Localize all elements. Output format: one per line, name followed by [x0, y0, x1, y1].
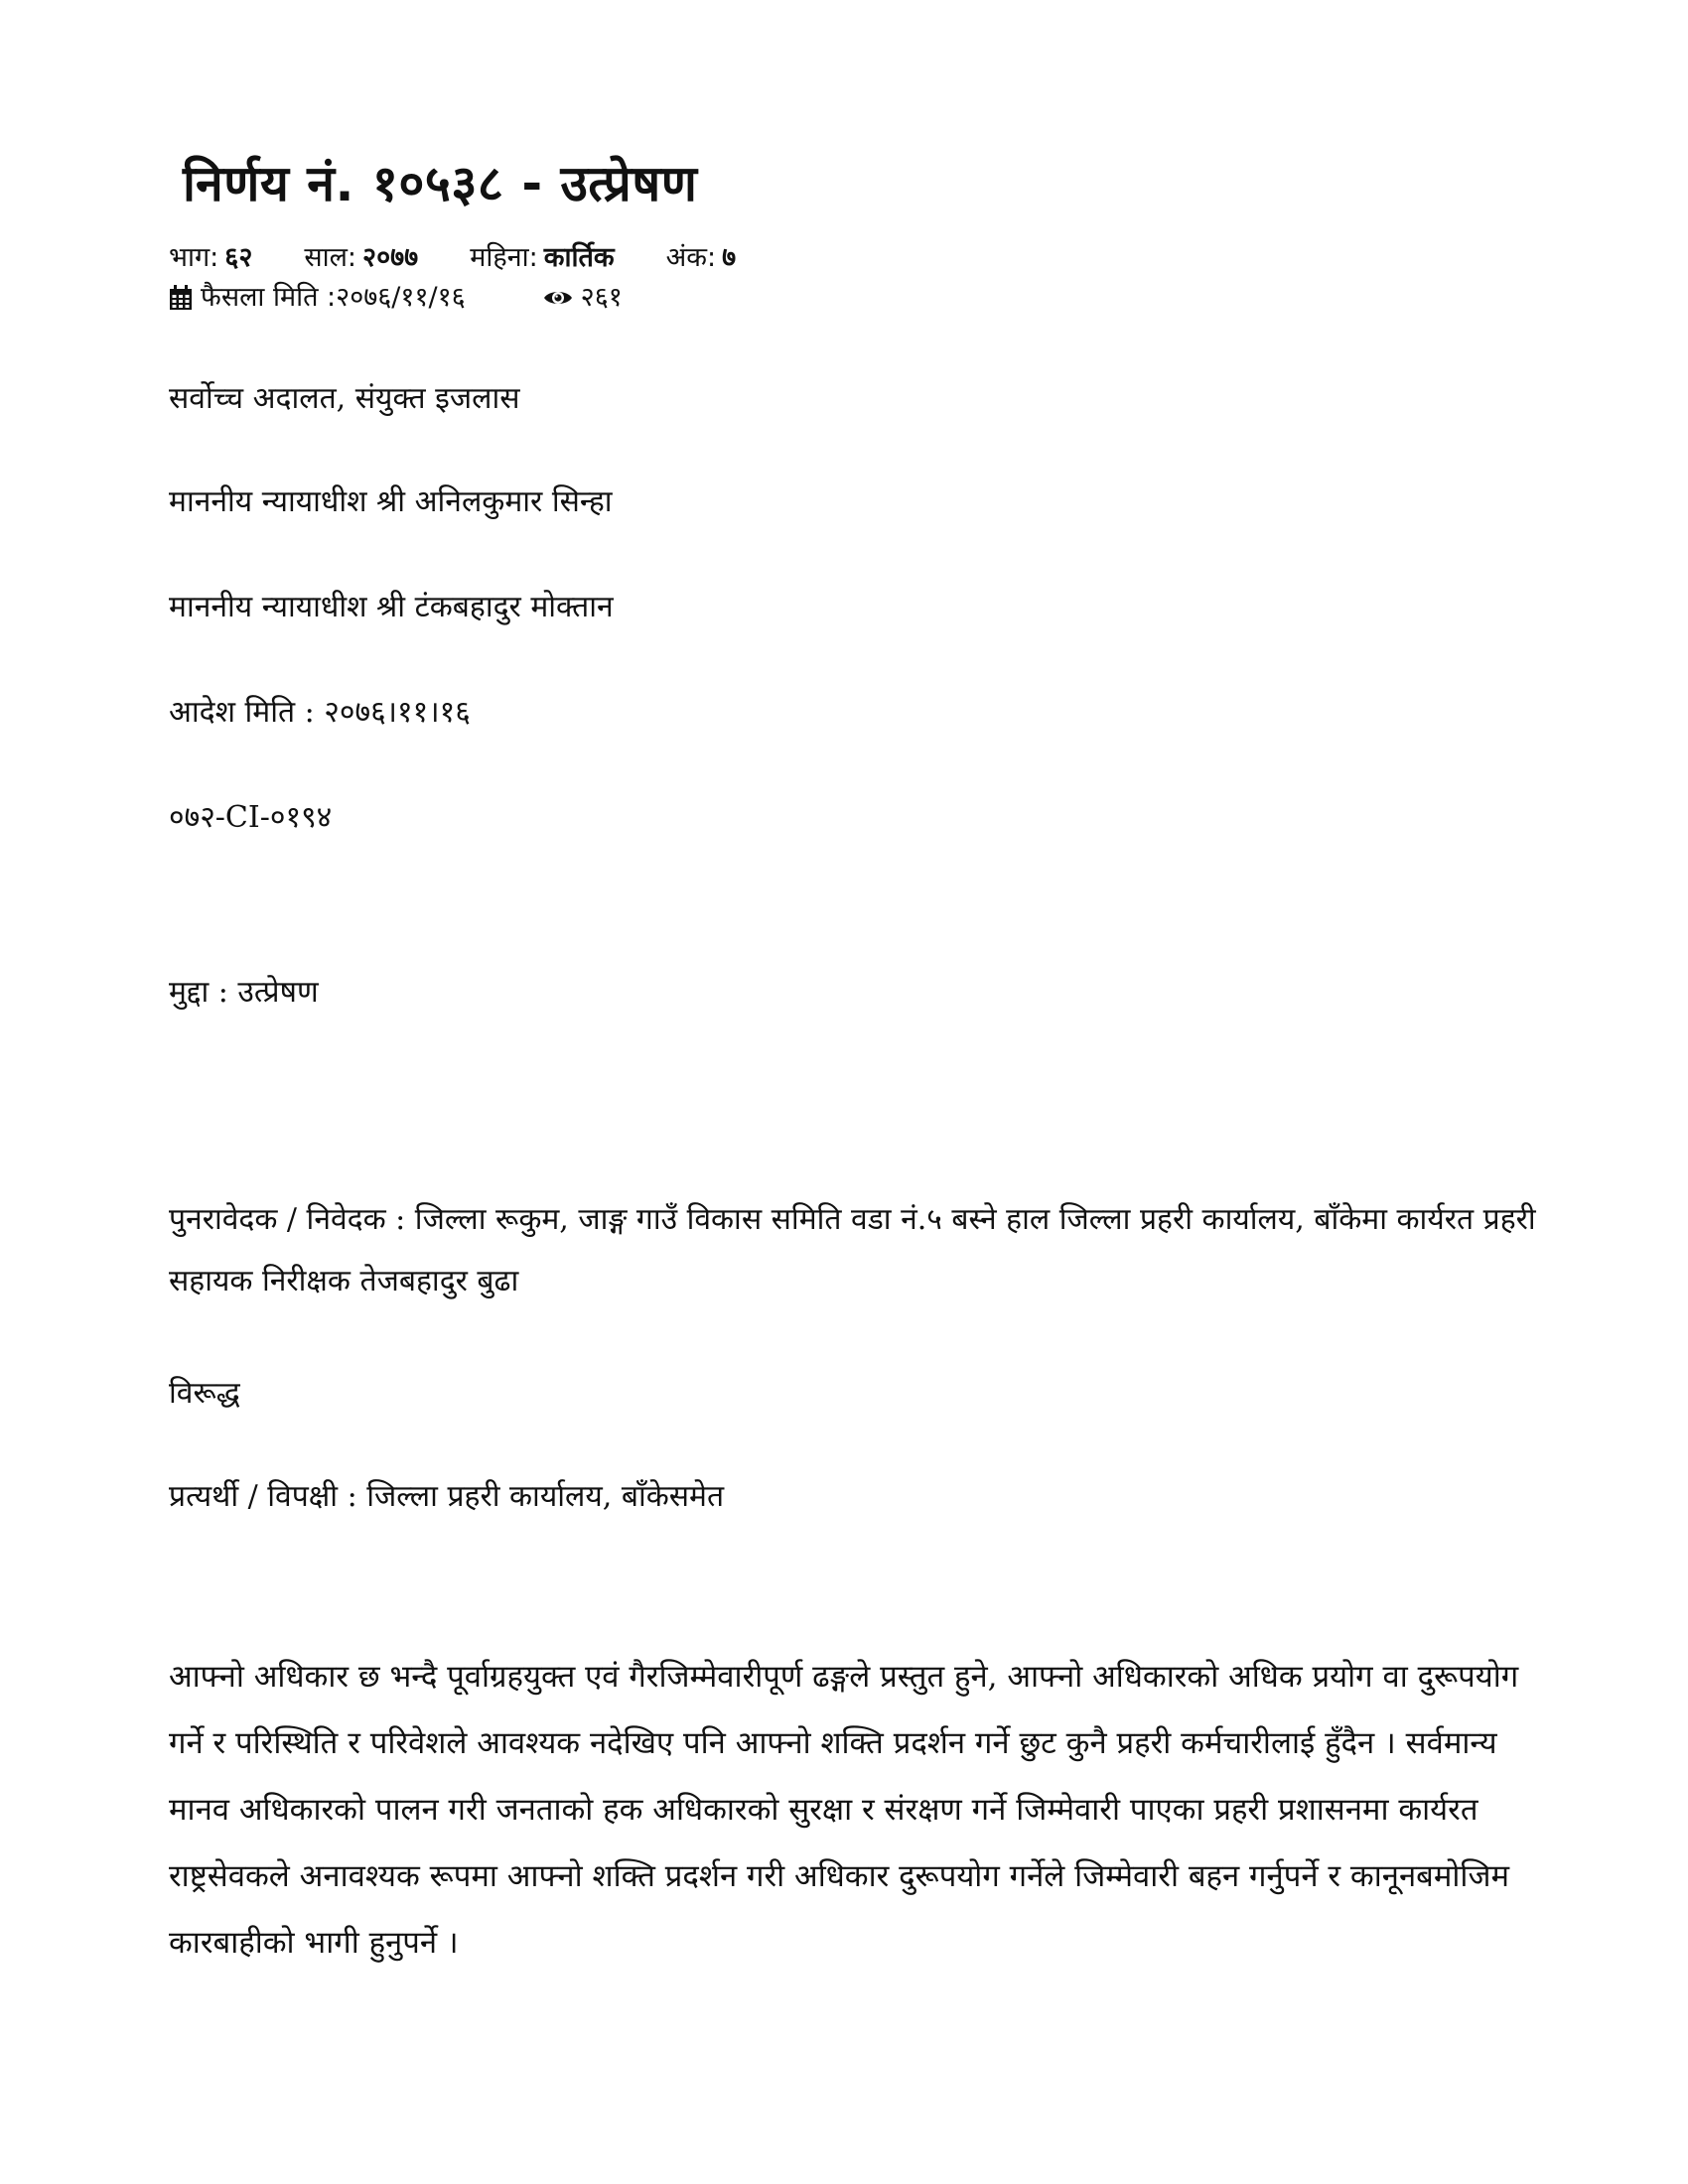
decision-date [169, 278, 466, 318]
decision-document [169, 149, 1539, 1977]
meta-issue [666, 238, 737, 278]
summary-paragraph: आफ्नो अधिकार छ भन्दै पूर्वाग्रहयुक्त एवं गैरजिम्मेवारीपूर्ण ढङ्गले प्रस्तुत हुने, आफ्नो अधिकारको अधिक प्रयोग वा दुरूपयोग गर्ने र परिस्थिति र परिवेशले आवश्यक नदेखिए पनि आफ्नो शक्ति प्रदर्शन गर्ने छुट कुनै प्रहरी कर्मचारीलाई हुँदैन । सर्वमान्य मानव अधिकारको पालन गरी जनताको हक अधिकारको सुरक्षा र संरक्षण गर्ने जिम्मेवारी पाएका प्रहरी प्रशासनमा कार्यरत राष्ट्रसेवकले अनावश्यक रूपमा आफ्नो शक्ति प्रदर्शन गरी अधिकार दुरूपयोग गर्नेले जिम्मेवारी बहन गर्नुपर्ने र कानूनबमोजिम कारबाहीको भागी हुनुपर्ने । [169, 1659, 1519, 1961]
meta-month-value: कार्तिक [543, 242, 615, 273]
versus: विरूद्ध [169, 1376, 240, 1411]
case-subject: मुद्दा : उत्प्रेषण [169, 975, 319, 1010]
appellant: पुनरावेदक / निवेदक : जिल्ला रूकुम, जाङ्ग गाउँ विकास समिति वडा नं.५ बस्ने हाल जिल्ला प्रहरी कार्यालय, बाँकेमा कार्यरत प्रहरी सहायक निरीक्षक तेजबहादुर बुढा [169, 1202, 1536, 1298]
meta-part-label: भाग: [169, 242, 219, 273]
meta-month [470, 238, 614, 278]
meta-row-publication [169, 238, 1539, 278]
eye-icon [543, 287, 573, 309]
respondent: प्रत्यर्थी / विपक्षी : जिल्ला प्रहरी कार्यालय, बाँकेसमेत [169, 1479, 725, 1514]
meta-part-value: ६२ [224, 242, 253, 273]
headnote-summary [169, 1644, 1539, 1977]
judge-2: माननीय न्यायाधीश श्री टंकबहादुर मोक्तान [169, 590, 614, 624]
judge-1: माननीय न्यायाधीश श्री अनिलकुमार सिन्हा [169, 484, 613, 519]
court-name: सर्वोच्च अदालत, संयुक्त इजलास [169, 381, 520, 416]
view-count [543, 278, 623, 318]
page-title: निर्णय नं. १०५३८ - उत्प्रेषण [183, 155, 698, 212]
case-number: ०७२-CI-०१९४ [169, 800, 333, 835]
meta-row-date-views [169, 278, 1539, 318]
calendar-icon [169, 285, 193, 311]
meta-year-value: २०७७ [362, 242, 419, 273]
meta-part [169, 238, 252, 278]
meta-issue-value: ७ [722, 242, 737, 273]
meta-month-label: महिना: [470, 242, 538, 273]
decision-date-text: फैसला मिति :२०७६/११/१६ [201, 282, 466, 313]
order-date: आदेश मिति : २०७६।११।१६ [169, 695, 471, 730]
meta-year-label: साल: [304, 242, 357, 273]
meta-year [304, 238, 418, 278]
meta-issue-label: अंक: [665, 242, 717, 273]
view-count-text: २६१ [580, 282, 623, 313]
